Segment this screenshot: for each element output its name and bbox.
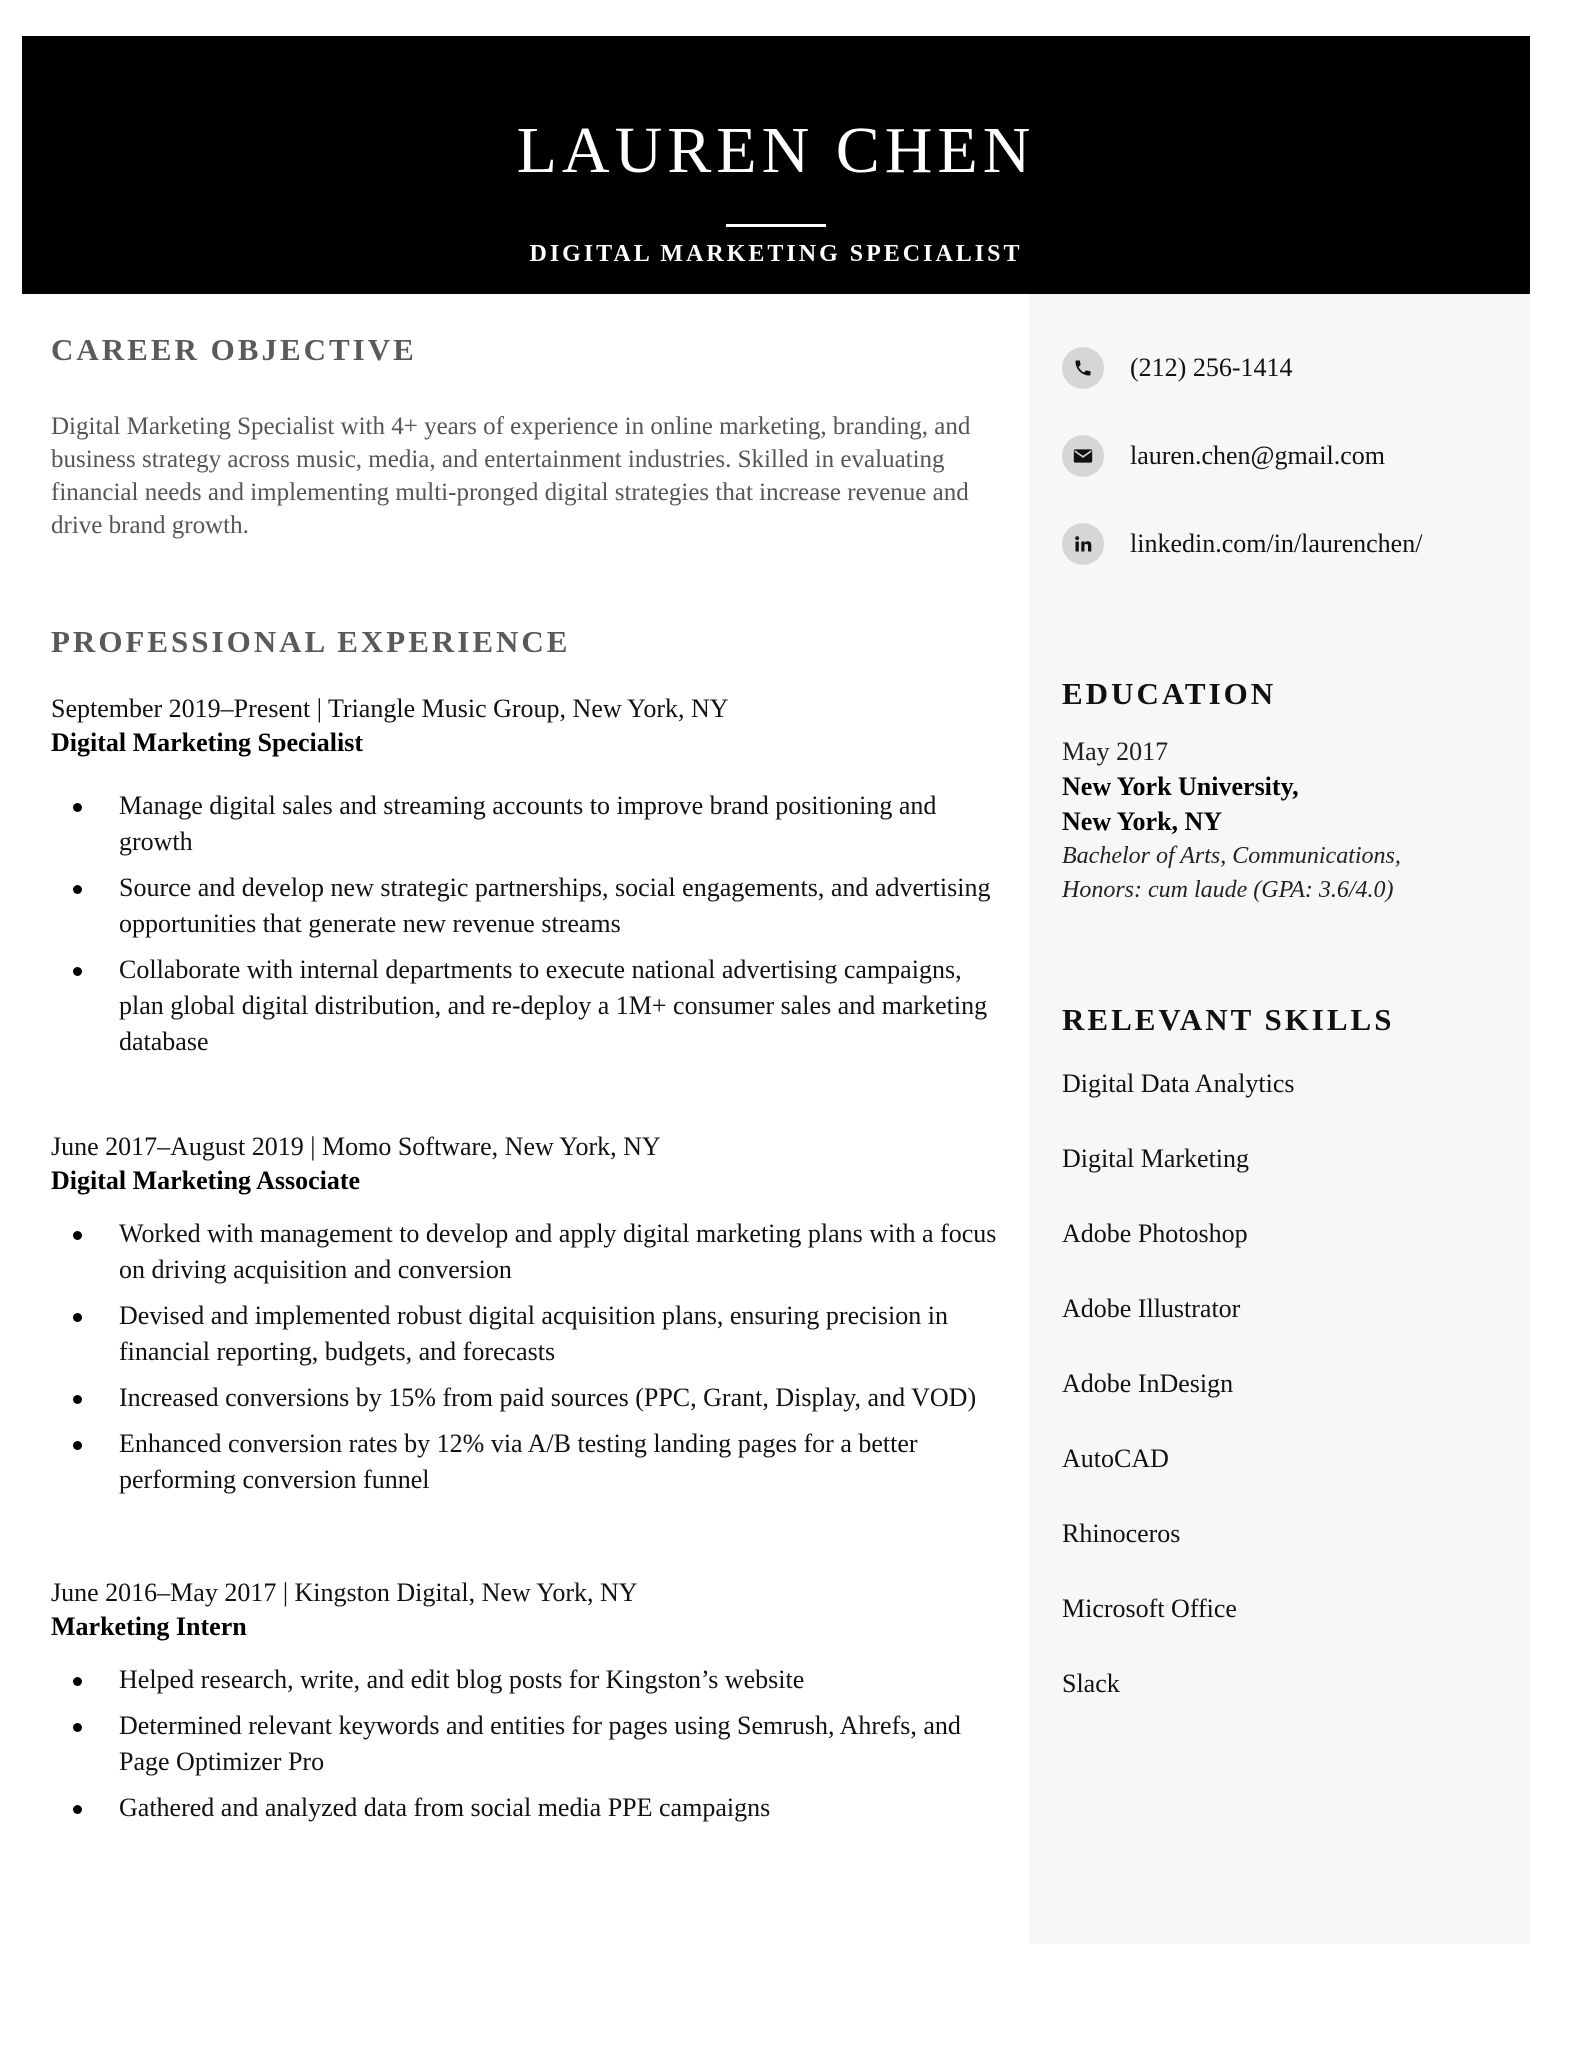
job-entry-kingston-digital bbox=[51, 1576, 1001, 1836]
contact-phone bbox=[1062, 346, 1292, 390]
objective-heading: CAREER OBJECTIVE bbox=[51, 332, 417, 367]
job-bullet bbox=[51, 1426, 1001, 1498]
bullet-text: Enhanced conversion rates by 12% via A/B testing landing pages for a better performing conversion funnel bbox=[119, 1429, 918, 1494]
bullet-text: Collaborate with internal departments to execute national advertising campaigns, plan global digital distribution, and re-deploy a 1M+ consumer sales and marketing database bbox=[119, 955, 988, 1056]
candidate-title: DIGITAL MARKETING SPECIALIST bbox=[529, 241, 1023, 267]
bullet-text: Gathered and analyzed data from social media PPE campaigns bbox=[119, 1793, 771, 1822]
phone-icon bbox=[1062, 347, 1104, 389]
bullet-text: Helped research, write, and edit blog posts for Kingston’s website bbox=[119, 1665, 805, 1694]
job-meta: June 2016–May 2017 | Kingston Digital, New York, NY bbox=[51, 1578, 638, 1607]
bullet-dot-icon bbox=[73, 967, 82, 976]
job-bullet bbox=[51, 1216, 1001, 1288]
job-meta: June 2017–August 2019 | Momo Software, New York, NY bbox=[51, 1132, 661, 1161]
linkedin-icon bbox=[1062, 523, 1104, 565]
bullet-dot-icon bbox=[73, 1723, 82, 1732]
contact-email bbox=[1062, 434, 1385, 478]
job-bullets bbox=[51, 1662, 1001, 1826]
bullet-dot-icon bbox=[73, 885, 82, 894]
education-honors: Honors: cum laude (GPA: 3.6/4.0) bbox=[1062, 877, 1394, 903]
bullet-text: Worked with management to develop and apply digital marketing plans with a focus on driving acquisition and conversion bbox=[119, 1219, 997, 1284]
bullet-dot-icon bbox=[73, 1313, 82, 1322]
job-bullet bbox=[51, 1790, 1001, 1826]
skill-item: AutoCAD bbox=[1062, 1444, 1169, 1473]
header-divider bbox=[726, 224, 826, 227]
job-bullets bbox=[51, 1216, 1001, 1498]
bullet-dot-icon bbox=[73, 1441, 82, 1450]
bullet-dot-icon bbox=[73, 1395, 82, 1404]
candidate-name: LAUREN CHEN bbox=[516, 114, 1036, 187]
job-bullet bbox=[51, 1708, 1001, 1780]
skill-item: Rhinoceros bbox=[1062, 1519, 1181, 1548]
job-bullet bbox=[51, 870, 1001, 942]
bullet-text: Manage digital sales and streaming accounts to improve brand positioning and growth bbox=[119, 791, 937, 856]
skill-item: Microsoft Office bbox=[1062, 1594, 1237, 1623]
job-bullet bbox=[51, 1380, 1001, 1416]
objective-text: Digital Marketing Specialist with 4+ years of experience in online marketing, branding, and business strategy across music, media, and entertainment industries. Skilled in evaluating financial needs and implementing multi-pronged digital strategies that increase revenue and drive brand growth. bbox=[51, 413, 971, 539]
job-bullet bbox=[51, 952, 1001, 1060]
skill-item: Slack bbox=[1062, 1669, 1120, 1698]
bullet-dot-icon bbox=[73, 1677, 82, 1686]
linkedin-url[interactable]: linkedin.com/in/laurenchen/ bbox=[1130, 529, 1423, 558]
job-role: Digital Marketing Associate bbox=[51, 1166, 361, 1195]
phone-number[interactable]: (212) 256-1414 bbox=[1130, 353, 1293, 382]
bullet-text: Determined relevant keywords and entities for pages using Semrush, Ahrefs, and Page Optimizer Pro bbox=[119, 1711, 961, 1776]
bullet-dot-icon bbox=[73, 1231, 82, 1240]
email-icon bbox=[1062, 435, 1104, 477]
job-bullets bbox=[51, 788, 1001, 1060]
job-entry-triangle-music bbox=[51, 692, 1001, 1070]
bullet-text: Increased conversions by 15% from paid sources (PPC, Grant, Display, and VOD) bbox=[119, 1383, 977, 1412]
email-address[interactable]: lauren.chen@gmail.com bbox=[1130, 441, 1385, 470]
skill-item: Adobe InDesign bbox=[1062, 1369, 1234, 1398]
bullet-dot-icon bbox=[73, 1805, 82, 1814]
bullet-dot-icon bbox=[73, 803, 82, 812]
experience-heading: PROFESSIONAL EXPERIENCE bbox=[51, 624, 571, 659]
skills-heading: RELEVANT SKILLS bbox=[1062, 1002, 1395, 1037]
job-bullet bbox=[51, 788, 1001, 860]
skill-item: Digital Marketing bbox=[1062, 1144, 1250, 1173]
job-bullet bbox=[51, 1298, 1001, 1370]
contact-linkedin bbox=[1062, 522, 1422, 566]
education-location: New York, NY bbox=[1062, 807, 1223, 836]
job-bullet bbox=[51, 1662, 1001, 1698]
bullet-text: Source and develop new strategic partnerships, social engagements, and advertising opportunities that generate new revenue streams bbox=[119, 873, 991, 938]
skill-item: Adobe Photoshop bbox=[1062, 1219, 1248, 1248]
job-meta: September 2019–Present | Triangle Music Group, New York, NY bbox=[51, 694, 729, 723]
education-school: New York University, bbox=[1062, 772, 1299, 801]
resume-header bbox=[22, 36, 1530, 294]
education-degree: Bachelor of Arts, Communications, bbox=[1062, 843, 1401, 869]
job-entry-momo-software bbox=[51, 1130, 1001, 1508]
job-role: Digital Marketing Specialist bbox=[51, 728, 363, 757]
skill-item: Digital Data Analytics bbox=[1062, 1069, 1295, 1098]
education-date: May 2017 bbox=[1062, 737, 1169, 766]
job-role: Marketing Intern bbox=[51, 1612, 247, 1641]
education-heading: EDUCATION bbox=[1062, 676, 1277, 711]
bullet-text: Devised and implemented robust digital acquisition plans, ensuring precision in financial reporting, budgets, and forecasts bbox=[119, 1301, 948, 1366]
skills-list bbox=[1062, 1067, 1295, 1742]
skill-item: Adobe Illustrator bbox=[1062, 1294, 1241, 1323]
education-entry bbox=[1062, 734, 1512, 907]
